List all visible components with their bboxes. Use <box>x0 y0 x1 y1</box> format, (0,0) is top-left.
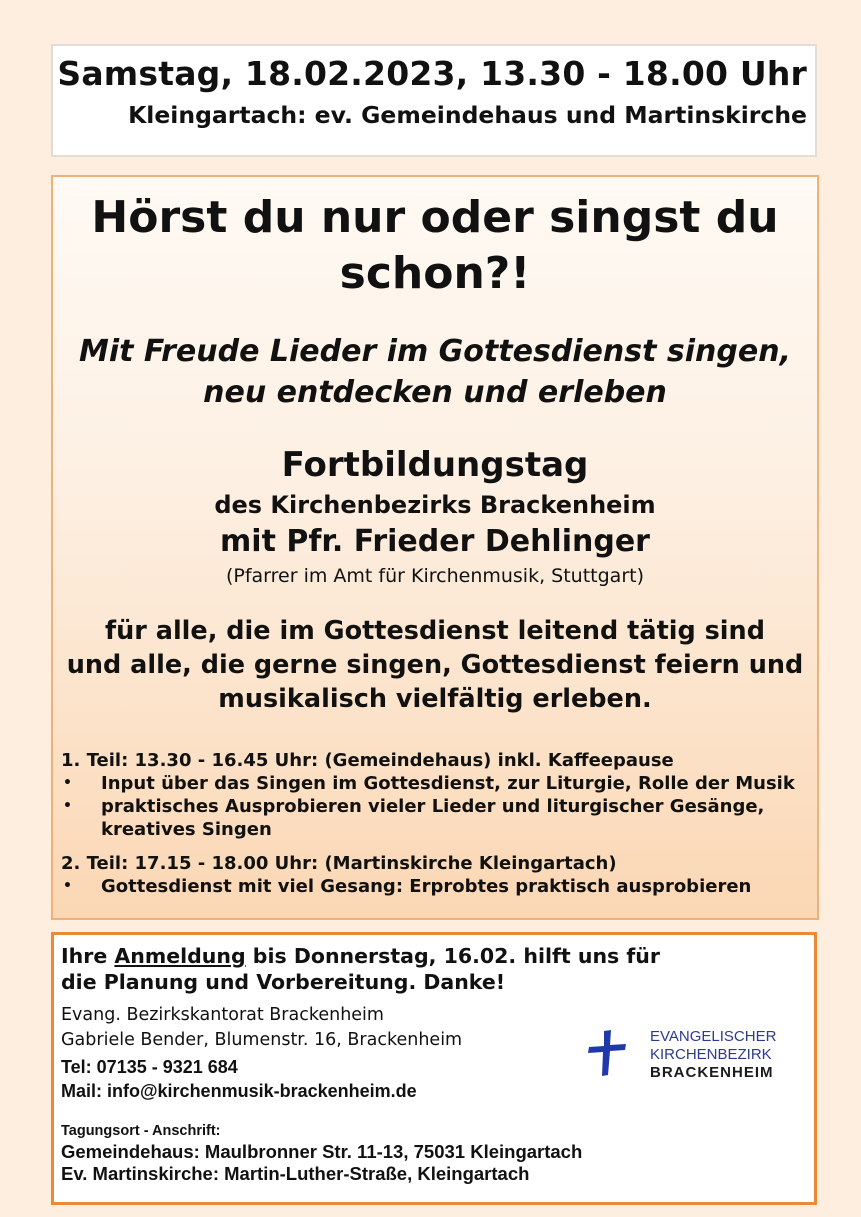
event-type: Fortbildungstag <box>281 445 589 485</box>
part2-title: 2. Teil: 17.15 - 18.00 Uhr: (Martinskirche Kleingartach) <box>61 853 617 874</box>
list-item <box>61 795 795 818</box>
venue-heading: Tagungsort - Anschrift: <box>61 1123 221 1139</box>
email-address: Mail: info@kirchenmusik-brackenheim.de <box>61 1081 417 1101</box>
list-item <box>61 875 795 898</box>
main-info-box <box>51 175 819 920</box>
logo-line-2: KIRCHENBEZIRK <box>650 1046 772 1063</box>
speaker: mit Pfr. Frieder Dehlinger <box>220 524 650 559</box>
registration-line2: die Planung und Vorbereitung. Danke! <box>61 970 506 994</box>
logo-text <box>650 1028 776 1082</box>
event-date-time: Samstag, 18.02.2023, 13.30 - 18.00 Uhr <box>57 54 807 93</box>
organizer: des Kirchenbezirks Brackenheim <box>214 491 656 519</box>
contact-details <box>61 1055 417 1103</box>
registration-notice <box>61 943 660 995</box>
bullet-icon: • <box>63 798 72 814</box>
bullet-icon: • <box>63 878 72 894</box>
audience-line-2: und alle, die gerne singen, Gottesdienst feiern und <box>66 650 804 680</box>
logo-line-1: EVANGELISCHER <box>650 1028 777 1045</box>
program-list <box>61 749 795 898</box>
list-item-continuation <box>61 818 795 841</box>
church-district-logo <box>587 1028 807 1088</box>
headline-line-1: Hörst du nur oder singst du <box>91 192 779 243</box>
office-name: Evang. Bezirkskantorat Brackenheim <box>61 1005 384 1025</box>
logo-line-3: BRACKENHEIM <box>650 1064 774 1081</box>
part1-item2-line2: kreatives Singen <box>101 819 272 840</box>
registration-keyword: Anmeldung <box>114 944 246 968</box>
registration-line1-pre: Ihre <box>61 944 115 968</box>
cross-icon <box>587 1030 627 1076</box>
venue-martinskirche: Ev. Martinskirche: Martin-Luther-Straße, Kleingartach <box>61 1163 530 1184</box>
spacer <box>61 841 795 852</box>
bullet-icon: • <box>63 775 72 791</box>
contact-address <box>61 1003 462 1053</box>
phone-number: Tel: 07135 - 9321 684 <box>61 1057 238 1077</box>
subtitle-line-2: neu entdecken und erleben <box>203 375 667 410</box>
registration-box <box>51 932 817 1205</box>
part1-title: 1. Teil: 13.30 - 16.45 Uhr: (Gemeindehaus) inkl. Kaffeepause <box>61 750 674 771</box>
part1-item2-line1: praktisches Ausprobieren vieler Lieder und liturgischer Gesänge, <box>101 796 765 817</box>
list-item <box>61 772 795 795</box>
audience-line-1: für alle, die im Gottesdienst leitend tätig sind <box>105 616 765 646</box>
event-location: Kleingartach: ev. Gemeindehaus und Martinskirche <box>128 101 807 129</box>
part1-item1: Input über das Singen im Gottesdienst, zur Liturgie, Rolle der Musik <box>101 773 795 794</box>
postal-address: Gabriele Bender, Blumenstr. 16, Brackenheim <box>61 1030 463 1050</box>
part2-item1: Gottesdienst mit viel Gesang: Erprobtes praktisch ausprobieren <box>101 876 752 897</box>
registration-line1-post: bis Donnerstag, 16.02. hilft uns für <box>245 944 661 968</box>
venue-gemeindehaus: Gemeindehaus: Maulbronner Str. 11-13, 75031 Kleingartach <box>61 1141 583 1162</box>
venue-addresses <box>61 1141 582 1185</box>
subtitle-line-1: Mit Freude Lieder im Gottesdienst singen, <box>79 334 791 369</box>
speaker-note: (Pfarrer im Amt für Kirchenmusik, Stuttgart) <box>225 565 644 587</box>
headline-line-2: schon?! <box>339 248 531 299</box>
date-location-box <box>51 44 817 157</box>
audience-line-3: musikalisch vielfältig erleben. <box>218 684 652 714</box>
